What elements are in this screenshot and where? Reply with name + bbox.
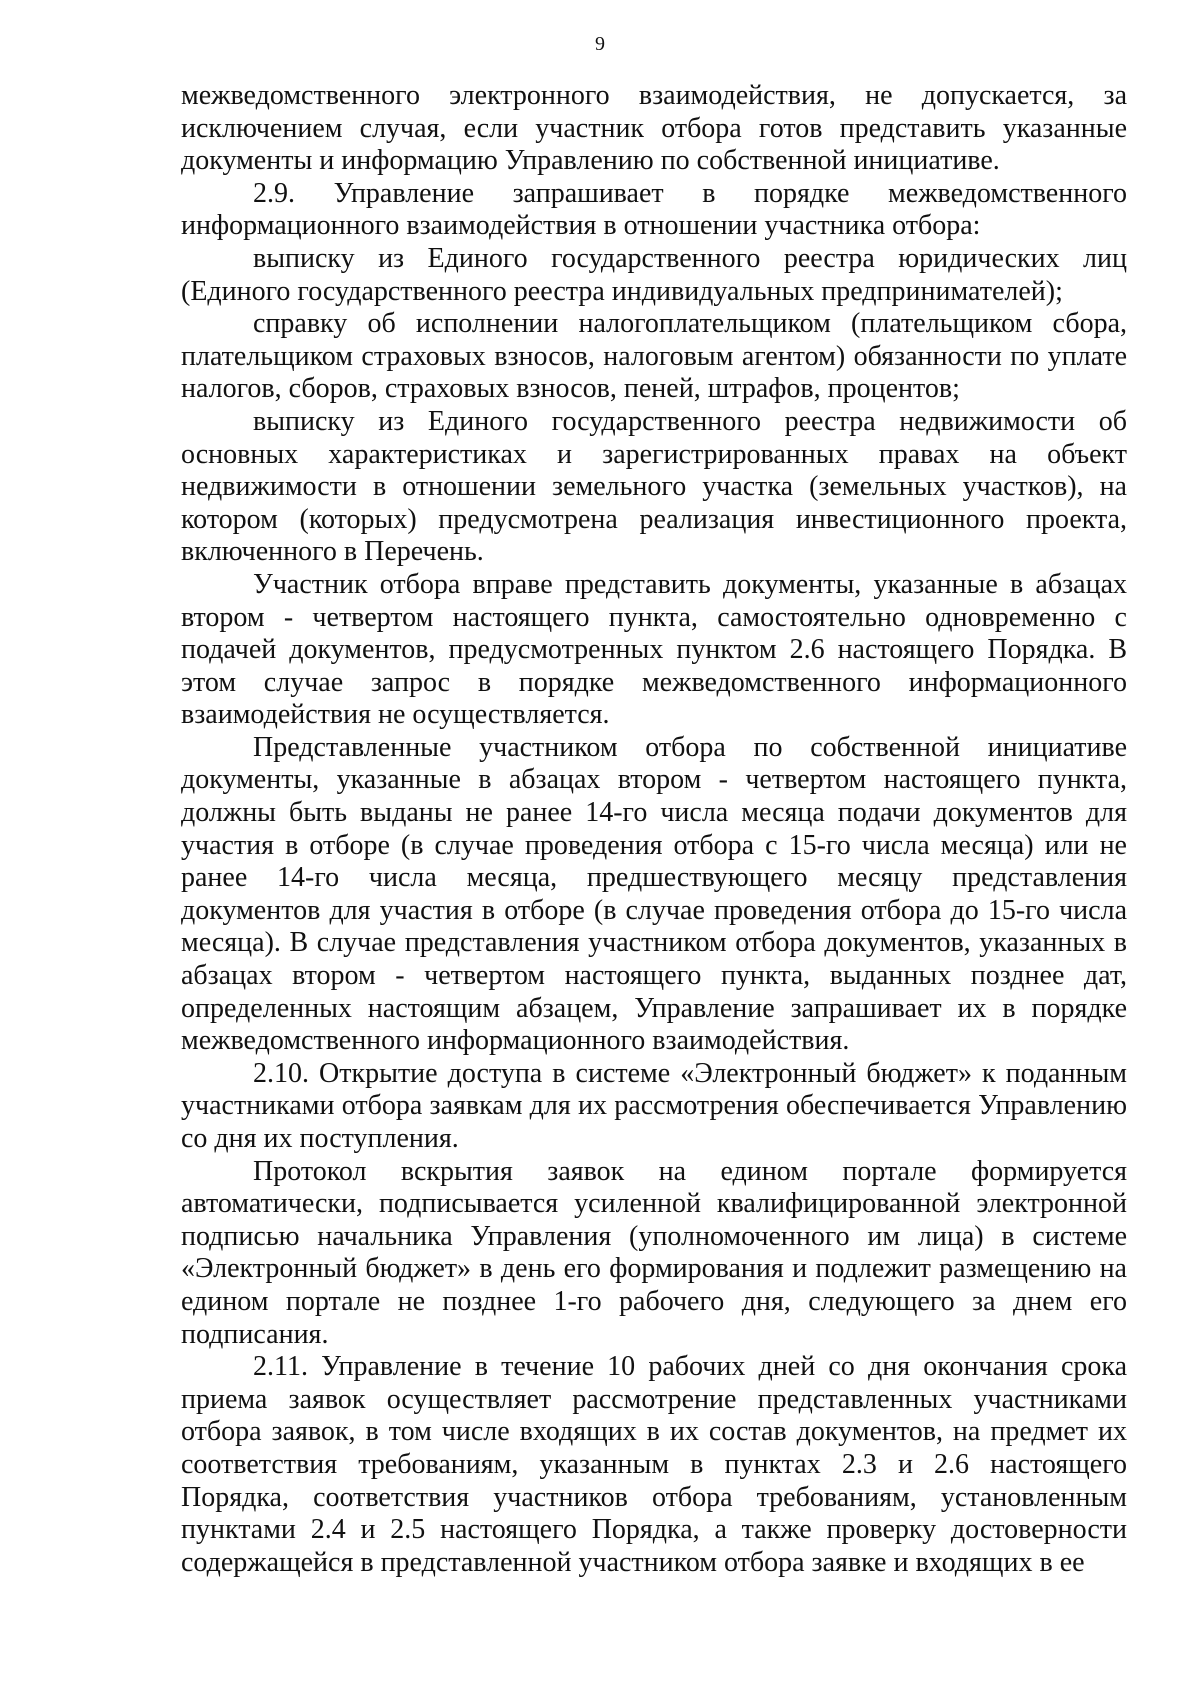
paragraph-egrul-extract: выписку из Единого государственного реестра юридических лиц (Единого государственного реестра индивидуальных предпринимателей); xyxy=(181,242,1127,307)
paragraph-2-10: 2.10. Открытие доступа в системе «Электронный бюджет» к поданным участниками отбора заявкам для их рассмотрения обеспечивается Управлению со дня их поступления. xyxy=(181,1057,1127,1154)
paragraph-document-dates: Представленные участником отбора по собственной инициативе документы, указанные в абзацах втором - четвертом настоящего пункта, должны быть выданы не ранее 14-го числа месяца подачи документов для участия в отборе (в случае проведения отбора с 15-го числа месяца) или не ранее 14-го числа месяца, предшествующего месяцу представления документов для участия в отборе (в случае проведения отбора до 15-го числа месяца). В случае представления участником отбора документов, указанных в абзацах втором - четвертом настоящего пункта, выданных позднее дат, определенных настоящим абзацем, Управление запрашивает их в порядке межведомственного информационного взаимодействия. xyxy=(181,731,1127,1057)
paragraph-tax-certificate: справку об исполнении налогоплательщиком (плательщиком сбора, плательщиком страховых взносов, налоговым агентом) обязанности по уплате налогов, сборов, страховых взносов, пеней, штрафов, процентов; xyxy=(181,308,1127,405)
paragraph-egrn-extract: выписку из Единого государственного реестра недвижимости об основных характеристиках и зарегистрированных правах на объект недвижимости в отношении земельного участка (земельных участков), на котором (которых) предусмотрена реализация инвестиционного проекта, включенного в Перечень. xyxy=(181,405,1127,568)
paragraph-continuation: межведомственного электронного взаимодействия, не допускается, за исключением случая, если участник отбора готов представить указанные документы и информацию Управлению по собственной инициативе. xyxy=(181,80,1127,177)
paragraph-2-11: 2.11. Управление в течение 10 рабочих дней со дня окончания срока приема заявок осуществляет рассмотрение представленных участниками отбора заявок, в том числе входящих в их состав документов, на предмет их соответствия требованиям, указанным в пунктах 2.3 и 2.6 настоящего Порядка, соответствия участников отбора требованиям, установленным пунктами 2.4 и 2.5 настоящего Порядка, а также проверку достоверности содержащейся в представленной участником отбора заявке и входящих в ее xyxy=(181,1351,1127,1578)
paragraph-opening-protocol: Протокол вскрытия заявок на едином портале формируется автоматически, подписывается усиленной квалифицированной электронной подписью начальника Управления (уполномоченного им лица) в системе «Электронный бюджет» в день его формирования и подлежит размещению на едином портале не позднее 1-го рабочего дня, следующего за днем его подписания. xyxy=(181,1155,1127,1350)
paragraph-2-9-intro: 2.9. Управление запрашивает в порядке межведомственного информационного взаимодействия в отношении участника отбора: xyxy=(181,177,1127,242)
page-number: 9 xyxy=(595,33,605,55)
paragraph-participant-right: Участник отбора вправе представить документы, указанные в абзацах втором - четвертом настоящего пункта, самостоятельно одновременно с подачей документов, предусмотренных пунктом 2.6 настоящего Порядка. В этом случае запрос в порядке межведомственного информационного взаимодействия не осуществляется. xyxy=(181,568,1127,731)
body-text xyxy=(181,80,1127,1579)
